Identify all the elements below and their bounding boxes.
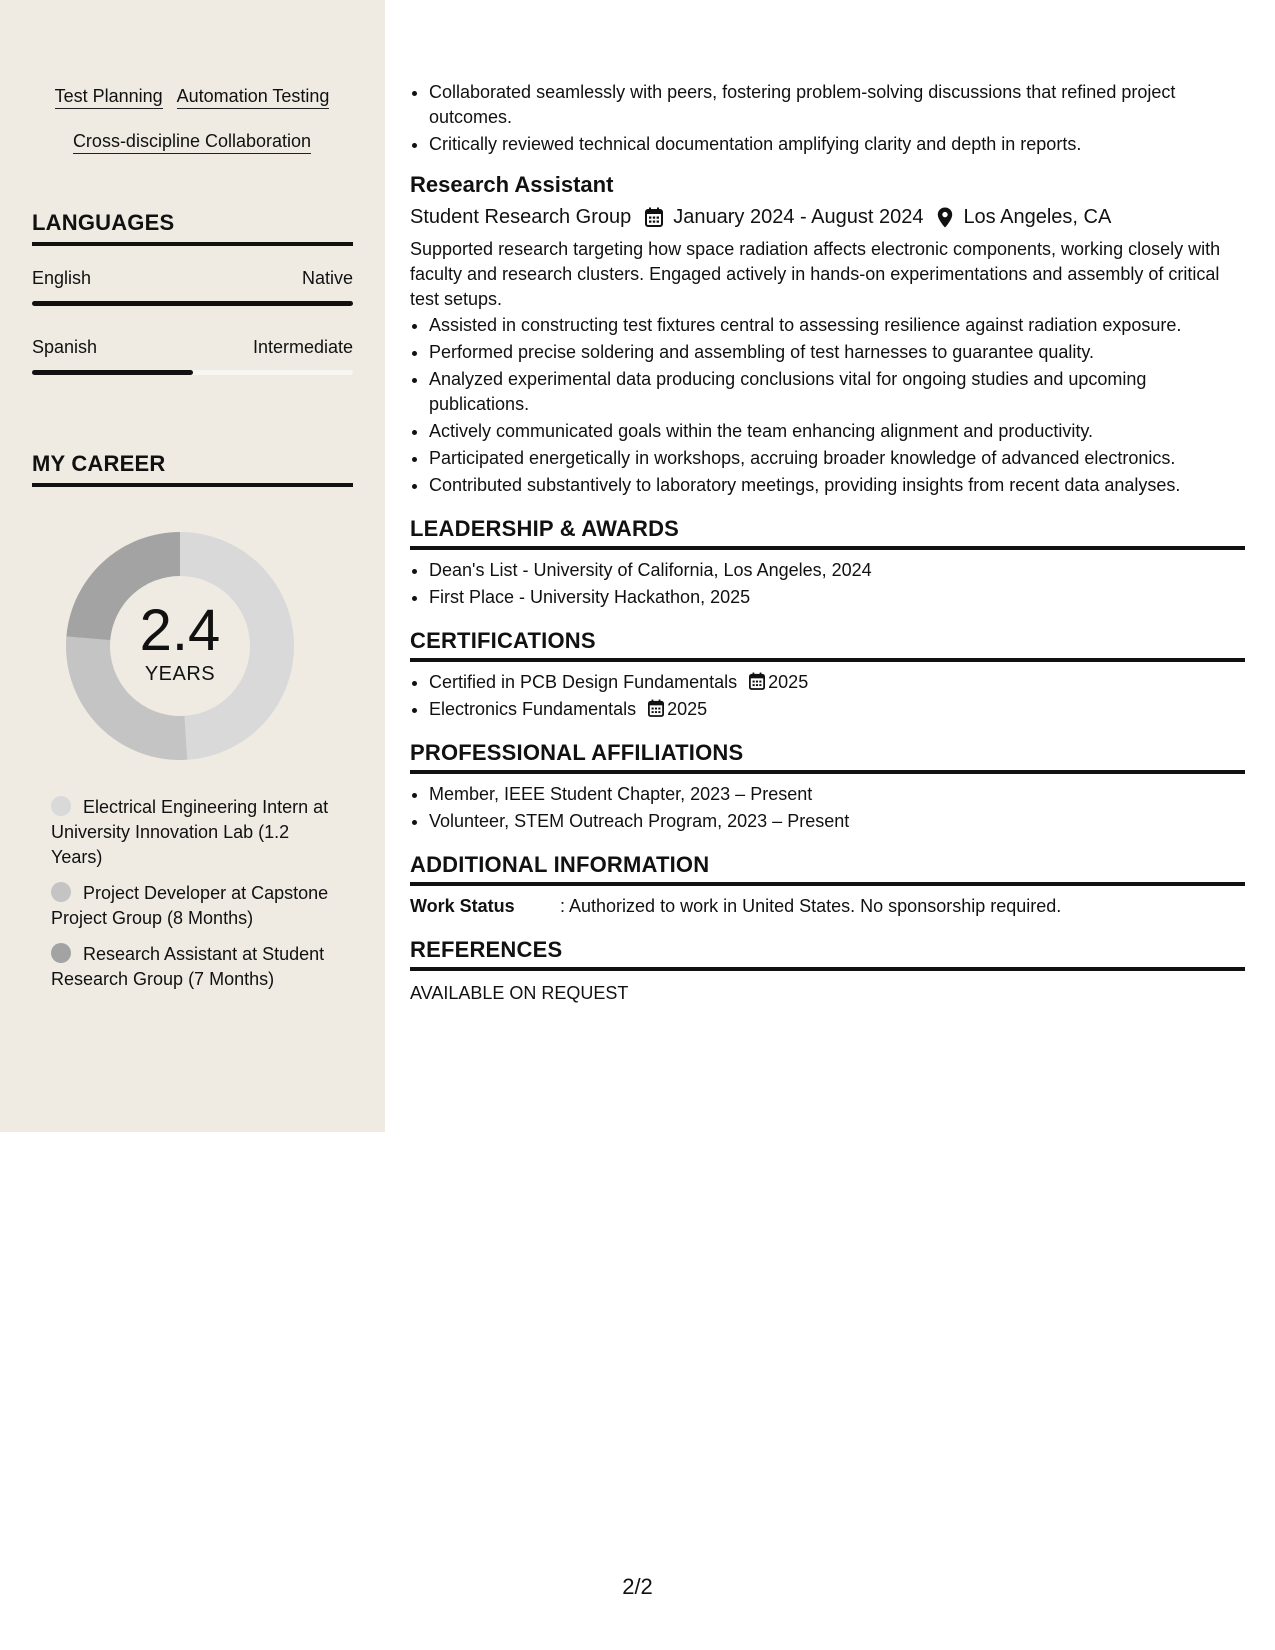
language-proficiency-bar	[32, 301, 353, 306]
skill-tag: Cross-discipline Collaboration	[73, 131, 311, 154]
references-text: AVAILABLE ON REQUEST	[410, 983, 629, 1003]
bullet-item: • Critically reviewed technical documentation amplifying clarity and depth in reports.	[429, 132, 1245, 157]
job-company: Student Research Group	[410, 206, 632, 228]
career-legend-label: Electrical Engineering Intern at University Innovation Lab (1.2 Years)	[51, 797, 329, 867]
certifications-list	[410, 670, 1245, 722]
career-total-value: 2.4	[139, 598, 221, 663]
career-heading: MY CAREER	[32, 451, 353, 487]
certification-year: 2025	[768, 672, 809, 692]
bullet-item: • Assisted in constructing test fixtures central to assessing resilience against radiation exposure.	[429, 313, 1245, 338]
main-content	[410, 80, 1245, 1006]
work-status-value: : Authorized to work in United States. No sponsorship required.	[560, 896, 1062, 916]
sidebar	[0, 0, 385, 1132]
award-item: • Dean's List - University of California, Los Angeles, 2024	[429, 558, 1245, 583]
job-bullets	[410, 313, 1245, 498]
bullet-item: • Collaborated seamlessly with peers, fostering problem-solving discussions that refined project outcomes.	[429, 80, 1245, 130]
career-total-unit: YEARS	[144, 663, 216, 685]
legend-dot	[51, 943, 71, 963]
bullet-item: • Analyzed experimental data producing conclusions vital for ongoing studies and upcoming publications.	[429, 367, 1245, 417]
leadership-list	[410, 558, 1245, 610]
certification-year: 2025	[667, 699, 708, 719]
skills-list	[32, 86, 352, 176]
language-proficiency-fill	[32, 301, 353, 306]
career-legend-label: Project Developer at Capstone Project Group (8 Months)	[51, 883, 329, 928]
language-proficiency-bar	[32, 370, 353, 375]
career-legend-label: Research Assistant at Student Research Group (7 Months)	[51, 944, 325, 989]
award-item: • First Place - University Hackathon, 2025	[429, 585, 1245, 610]
calendar-icon	[645, 207, 663, 227]
certifications-heading: CERTIFICATIONS	[410, 627, 1245, 662]
language-level: Native	[301, 268, 353, 288]
calendar-icon	[648, 699, 664, 717]
legend-dot	[51, 882, 71, 902]
bullet-item: • Contributed substantively to laboratory meetings, providing insights from recent data analyses.	[429, 473, 1245, 498]
skill-tag: Test Planning	[55, 86, 163, 109]
certification-name: Certified in PCB Design Fundamentals	[429, 672, 738, 692]
affiliations-list	[410, 782, 1245, 834]
leadership-heading: LEADERSHIP & AWARDS	[410, 515, 1245, 550]
location-pin-icon	[937, 207, 953, 228]
certification-item	[429, 697, 1245, 722]
job-location: Los Angeles, CA	[963, 206, 1112, 228]
career-legend-item	[51, 942, 341, 992]
page-number: 2/2	[622, 1574, 653, 1599]
job-meta	[410, 203, 1245, 231]
additional-info-heading: ADDITIONAL INFORMATION	[410, 851, 1245, 886]
career-legend-item	[51, 795, 341, 870]
affiliation-item: • Volunteer, STEM Outreach Program, 2023 – Present	[429, 809, 1245, 834]
work-status-row	[410, 894, 1245, 919]
affiliation-item: • Member, IEEE Student Chapter, 2023 – Present	[429, 782, 1245, 807]
affiliations-heading: PROFESSIONAL AFFILIATIONS	[410, 739, 1245, 774]
language-proficiency-fill	[32, 370, 193, 375]
language-name: Spanish	[32, 337, 98, 357]
career-legend	[51, 795, 341, 1003]
languages-heading: LANGUAGES	[32, 210, 353, 246]
references-heading: REFERENCES	[410, 936, 1245, 971]
language-name: English	[32, 268, 92, 288]
previous-job-bullets	[410, 80, 1245, 157]
legend-dot	[51, 796, 71, 816]
skill-tag: Automation Testing	[177, 86, 330, 109]
bullet-item: • Participated energetically in workshops, accruing broader knowledge of advanced electronics.	[429, 446, 1245, 471]
language-level: Intermediate	[252, 337, 353, 357]
career-legend-item	[51, 881, 341, 931]
work-status-label: Work Status	[410, 896, 515, 916]
career-total	[66, 600, 294, 686]
job-dates: January 2024 - August 2024	[673, 206, 924, 228]
certification-item	[429, 670, 1245, 695]
bullet-item: • Performed precise soldering and assembling of test harnesses to guarantee quality.	[429, 340, 1245, 365]
job-title: Research Assistant	[410, 172, 614, 197]
certification-name: Electronics Fundamentals	[429, 699, 637, 719]
calendar-icon	[749, 672, 765, 690]
bullet-item: • Actively communicated goals within the team enhancing alignment and productivity.	[429, 419, 1245, 444]
job-description: Supported research targeting how space radiation affects electronic components, working closely with faculty and research clusters. Engaged actively in hands-on experimentations and assembly of critical test setups.	[410, 239, 1221, 309]
